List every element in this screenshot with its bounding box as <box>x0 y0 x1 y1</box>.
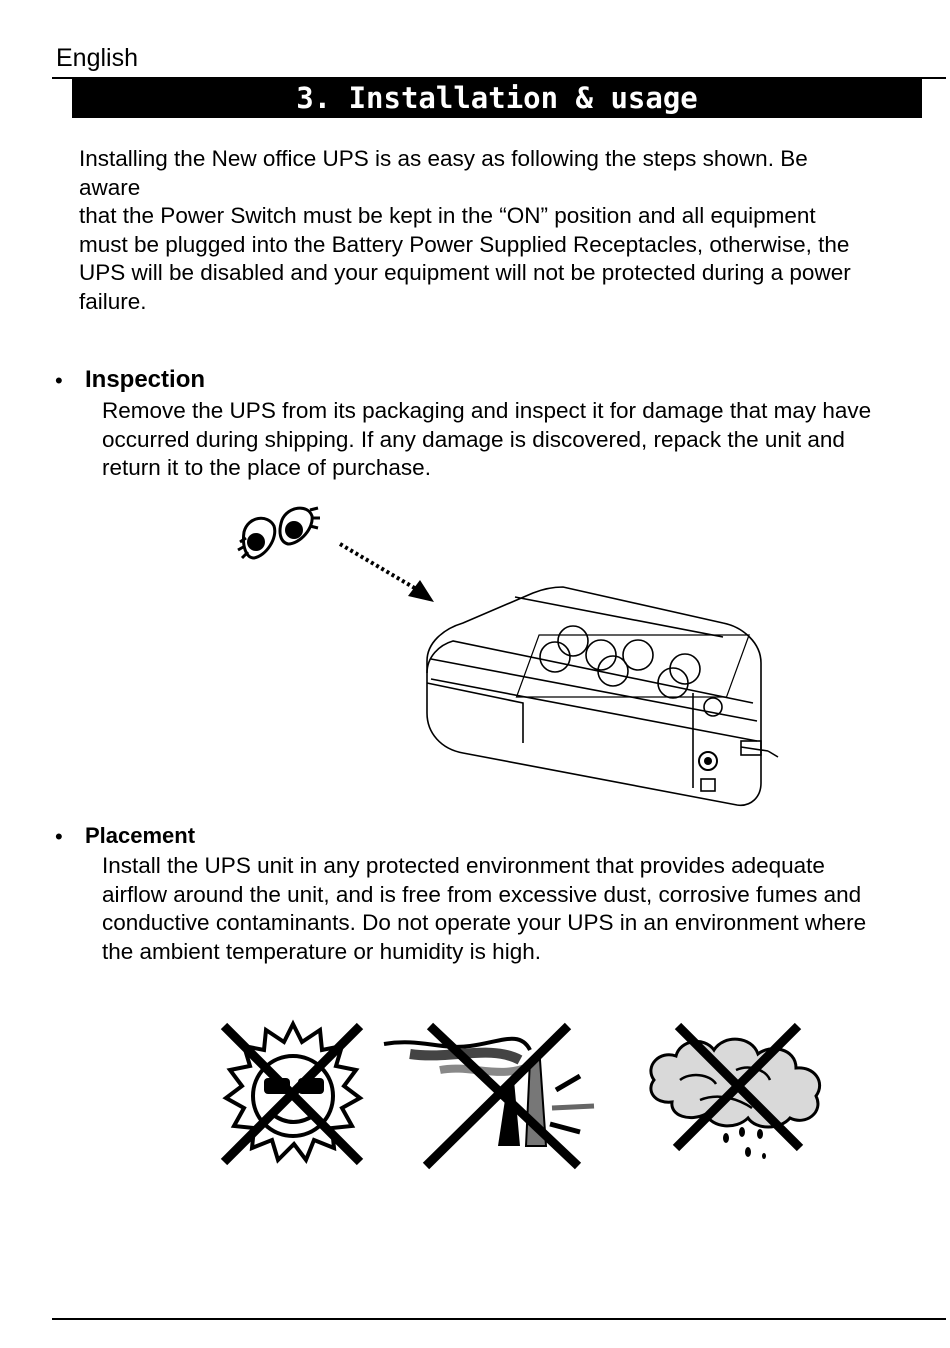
intro-line: must be plugged into the Battery Power Supplied Receptacles, otherwise, the <box>79 231 850 257</box>
intro-paragraph <box>79 145 944 316</box>
bullet-icon: • <box>55 824 63 849</box>
placement-line: airflow around the unit, and is free from excessive dust, corrosive fumes and <box>102 881 862 907</box>
no-sun-icon <box>218 1018 368 1168</box>
inspection-heading: Inspection <box>85 366 206 393</box>
placement-line: Install the UPS unit in any protected environment that provides adequate <box>102 853 825 878</box>
bottom-rule <box>52 1318 946 1320</box>
inspection-paragraph <box>102 397 947 483</box>
placement-paragraph <box>102 852 947 966</box>
inspection-line: return it to the place of purchase. <box>102 455 431 480</box>
intro-line: aware <box>79 174 141 200</box>
no-smoke-icon <box>380 1020 600 1170</box>
intro-line: UPS will be disabled and your equipment will not be protected during a power <box>79 260 851 285</box>
eyes-icon <box>238 502 328 572</box>
intro-line: Installing the New office UPS is as easy as following the steps shown. Be <box>79 146 808 171</box>
placement-line: the ambient temperature or humidity is high. <box>102 938 541 964</box>
placement-line: conductive contaminants. Do not operate your UPS in an environment where <box>102 910 867 935</box>
intro-line: failure. <box>79 288 147 314</box>
bullet-icon: • <box>55 368 63 393</box>
inspection-line: occurred during shipping. If any damage is discovered, repack the unit and <box>102 426 845 452</box>
section-title: 3. Installation & usage <box>72 79 922 118</box>
language-label: English <box>56 44 138 72</box>
inspection-line: Remove the UPS from its packaging and inspect it for damage that may have <box>102 398 872 423</box>
intro-line: that the Power Switch must be kept in the “ON” position and all equipment <box>79 203 816 228</box>
placement-heading: Placement <box>85 823 196 848</box>
ups-unit-icon <box>423 583 783 813</box>
no-rain-icon <box>640 1022 830 1162</box>
